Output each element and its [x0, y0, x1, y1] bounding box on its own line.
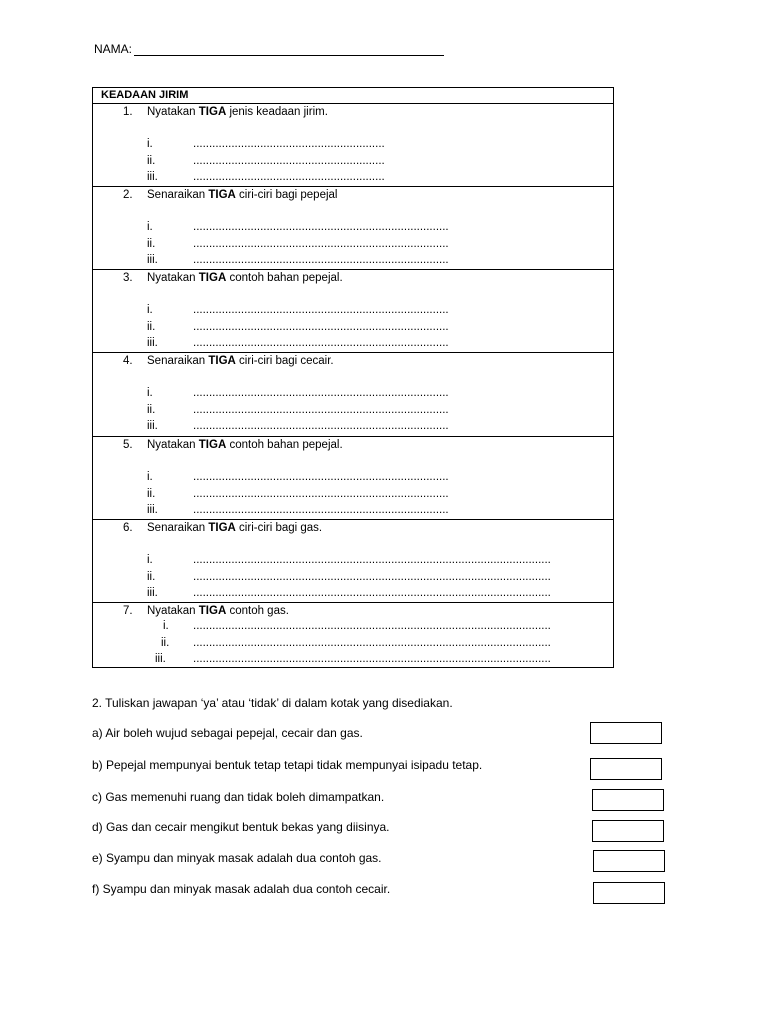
- answer-line[interactable]: [147, 171, 385, 183]
- question-pre: Nyatakan: [147, 605, 199, 617]
- roman-numeral: ii.: [161, 636, 170, 649]
- question-text: [123, 605, 289, 617]
- question-pre: Senaraikan: [147, 189, 209, 201]
- answer-line[interactable]: [147, 504, 449, 516]
- question-bold: TIGA: [208, 522, 236, 534]
- answer-line[interactable]: [147, 571, 551, 583]
- answer-dots: ................................................................................: [193, 320, 449, 333]
- question-post: ciri-ciri bagi cecair.: [235, 355, 334, 367]
- question-bold: TIGA: [198, 605, 227, 617]
- answer-dots: ................................................................................: [193, 487, 449, 500]
- question-text: [123, 439, 343, 451]
- question-number: 6.: [123, 522, 133, 534]
- question-text: [123, 522, 322, 534]
- answer-dots: ................................................................................: [193, 504, 449, 516]
- answer-line[interactable]: [161, 637, 551, 649]
- question-post: contoh bahan pepejal.: [226, 272, 343, 284]
- answer-dots: ................................................................................: [193, 254, 449, 266]
- name-field: [94, 42, 444, 56]
- answer-dots: ................................................................................................................: [193, 554, 551, 566]
- answer-dots: ................................................................................: [193, 420, 449, 432]
- question-pre: Senaraikan: [147, 522, 209, 534]
- roman-numeral: i.: [147, 304, 153, 316]
- question-pre: Nyatakan: [147, 439, 199, 451]
- statement-text: d) Gas dan cecair mengikut bentuk bekas yang diisinya.: [92, 820, 390, 834]
- question-row: [93, 353, 613, 437]
- roman-numeral: iii.: [147, 337, 158, 349]
- answer-line[interactable]: [147, 587, 551, 599]
- roman-numeral: i.: [147, 138, 153, 150]
- answer-line[interactable]: [147, 337, 449, 349]
- answer-line[interactable]: [147, 488, 449, 500]
- question-row: [93, 270, 613, 353]
- answer-line[interactable]: [147, 304, 449, 316]
- roman-numeral: iii.: [147, 587, 158, 599]
- answer-line[interactable]: [147, 404, 449, 416]
- roman-numeral: iii.: [147, 171, 158, 183]
- roman-numeral: ii.: [147, 570, 156, 583]
- roman-numeral: i.: [147, 387, 153, 399]
- answer-dots: ................................................................................: [193, 337, 449, 349]
- question-number: 5.: [123, 439, 133, 451]
- answer-dots: ................................................................................................................: [193, 570, 551, 583]
- answer-line[interactable]: [147, 471, 449, 483]
- roman-numeral: i.: [147, 471, 153, 483]
- question-row: [93, 437, 613, 520]
- roman-numeral: ii.: [147, 487, 156, 500]
- roman-numeral: i.: [147, 554, 153, 566]
- answer-box[interactable]: [590, 722, 662, 744]
- statement-text: c) Gas memenuhi ruang dan tidak boleh dimampatkan.: [92, 790, 385, 804]
- question-number: 3.: [123, 272, 133, 284]
- answer-box[interactable]: [593, 850, 665, 872]
- answer-line[interactable]: [147, 321, 449, 333]
- question-post: ciri-ciri bagi gas.: [235, 522, 323, 534]
- name-label: NAMA:: [94, 42, 133, 56]
- answer-dots: ............................................................: [193, 154, 385, 167]
- question-bold: TIGA: [208, 189, 236, 201]
- question-post: contoh gas.: [226, 605, 289, 617]
- question-number: 4.: [123, 355, 133, 367]
- question-post: contoh bahan pepejal.: [226, 439, 343, 451]
- answer-box[interactable]: [592, 820, 664, 842]
- question-pre: Nyatakan: [147, 272, 199, 284]
- question-number: 7.: [123, 605, 133, 617]
- answer-box[interactable]: [593, 882, 665, 904]
- question-list: [93, 104, 613, 667]
- statement-text: f) Syampu dan minyak masak adalah dua contoh cecair.: [92, 882, 391, 896]
- question-row: [93, 520, 613, 603]
- roman-numeral: i.: [163, 620, 169, 632]
- answer-line[interactable]: [147, 138, 385, 150]
- question-text: [123, 189, 337, 201]
- roman-numeral: iii.: [147, 254, 158, 266]
- answer-dots: ............................................................: [193, 138, 385, 150]
- answer-line[interactable]: [147, 254, 449, 266]
- question-row: [93, 187, 613, 270]
- question-text: [123, 355, 334, 367]
- answer-line[interactable]: [147, 554, 551, 566]
- question-row: [93, 603, 613, 667]
- question-number: 2.: [123, 189, 133, 201]
- roman-numeral: iii.: [147, 504, 158, 516]
- answer-dots: ................................................................................................................: [193, 653, 551, 665]
- question-pre: Nyatakan: [147, 106, 199, 118]
- answer-line[interactable]: [147, 221, 449, 233]
- question-row: [93, 104, 613, 187]
- answer-dots: ................................................................................: [193, 387, 449, 399]
- statement-text: a) Air boleh wujud sebagai pepejal, cecair dan gas.: [92, 726, 363, 740]
- roman-numeral: ii.: [147, 320, 156, 333]
- answer-dots: ................................................................................................................: [193, 636, 551, 649]
- statement-text: b) Pepejal mempunyai bentuk tetap tetapi tidak mempunyai isipadu tetap.: [92, 758, 483, 772]
- answer-line[interactable]: [163, 620, 551, 632]
- answer-line[interactable]: [147, 238, 449, 250]
- answer-dots: ................................................................................................................: [193, 620, 551, 632]
- answer-dots: ................................................................................: [193, 221, 449, 233]
- question-text: [123, 106, 328, 118]
- section-title: KEADAAN JIRIM: [93, 88, 613, 104]
- answer-box[interactable]: [592, 789, 664, 811]
- worksheet-table: [92, 87, 614, 668]
- question-number: 1.: [123, 106, 133, 118]
- answer-line[interactable]: [147, 155, 385, 167]
- roman-numeral: ii.: [147, 237, 156, 250]
- statement-text: e) Syampu dan minyak masak adalah dua contoh gas.: [92, 851, 382, 865]
- roman-numeral: ii.: [147, 403, 156, 416]
- question-bold: TIGA: [198, 272, 227, 284]
- answer-dots: ................................................................................: [193, 403, 449, 416]
- question-bold: TIGA: [208, 355, 236, 367]
- answer-dots: ................................................................................: [193, 304, 449, 316]
- roman-numeral: i.: [147, 221, 153, 233]
- name-line[interactable]: [134, 43, 444, 56]
- answer-dots: ................................................................................: [193, 471, 449, 483]
- answer-dots: ................................................................................................................: [193, 587, 551, 599]
- answer-dots: ............................................................: [193, 171, 385, 183]
- roman-numeral: ii.: [147, 154, 156, 167]
- answer-line[interactable]: [147, 387, 449, 399]
- part2-instruction: 2. Tuliskan jawapan ‘ya’ atau ‘tidak’ di dalam kotak yang disediakan.: [92, 696, 453, 710]
- answer-line[interactable]: [147, 420, 449, 432]
- roman-numeral: iii.: [147, 420, 158, 432]
- question-post: jenis keadaan jirim.: [226, 106, 328, 118]
- question-pre: Senaraikan: [147, 355, 209, 367]
- question-text: [123, 272, 343, 284]
- question-bold: TIGA: [198, 439, 227, 451]
- question-bold: TIGA: [198, 106, 227, 118]
- answer-line[interactable]: [155, 653, 551, 665]
- answer-box[interactable]: [590, 758, 662, 780]
- roman-numeral: iii.: [155, 653, 166, 665]
- answer-dots: ................................................................................: [193, 237, 449, 250]
- question-post: ciri-ciri bagi pepejal: [235, 189, 338, 201]
